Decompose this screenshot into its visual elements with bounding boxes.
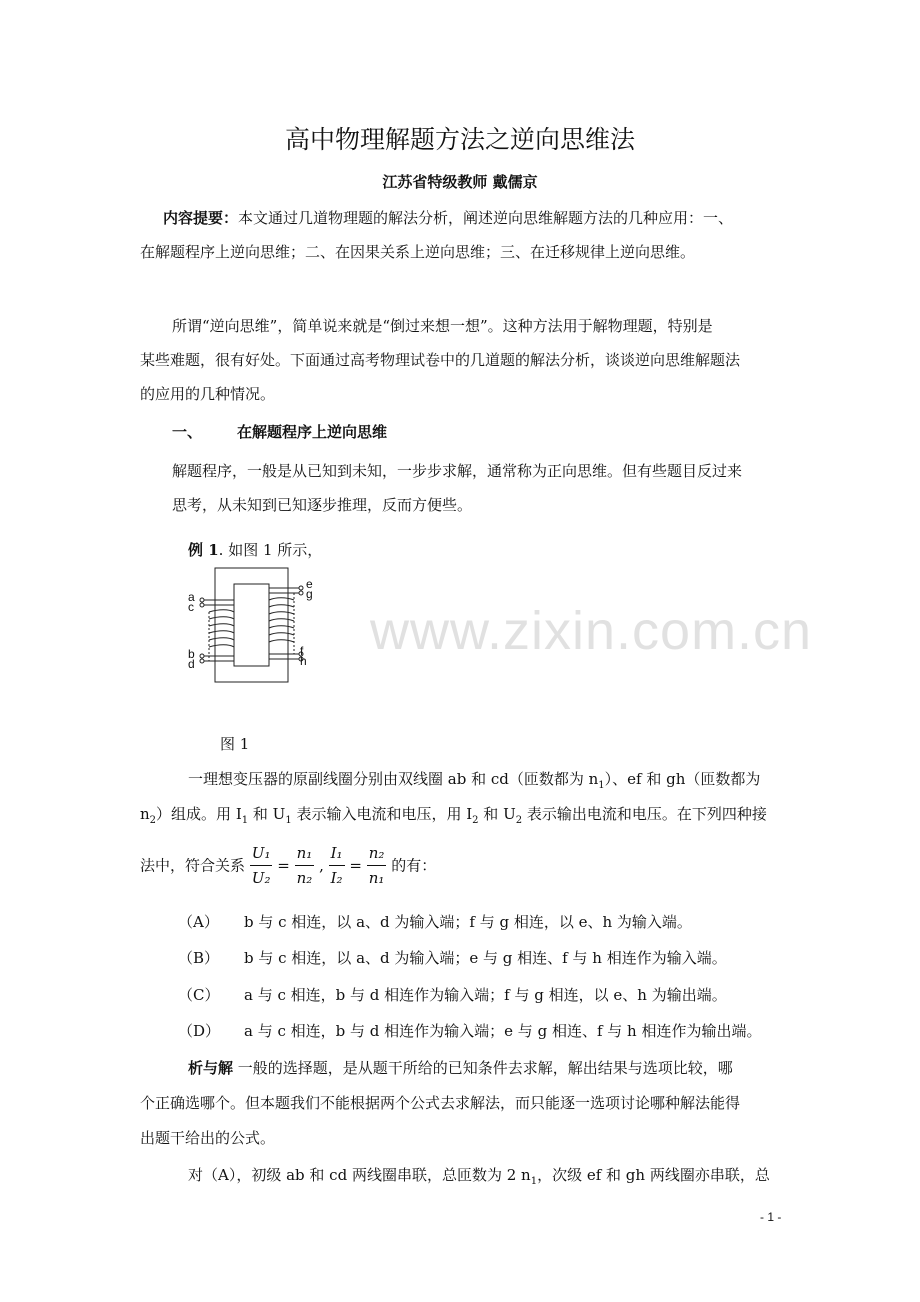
- section-1-heading: 在解题程序上逆向思维: [237, 423, 388, 441]
- fraction-u1-u2: [250, 841, 273, 890]
- problem-text-2f: 表示输出电流和电压。在下列四种接: [522, 805, 767, 823]
- fraction-numerator: U₁: [250, 841, 273, 866]
- fraction-numerator: n₁: [295, 841, 315, 866]
- transformer-core-outer: [215, 568, 288, 682]
- analysis-text-1: 一般的选择题，是从题干所给的已知条件去求解，解出结果与选项比较，哪: [233, 1059, 733, 1077]
- terminal-label-f: f: [300, 644, 304, 658]
- terminal-label-g: g: [306, 587, 313, 601]
- option-text: b 与 c 相连，以 a、d 为输入端；e 与 g 相连、f 与 h 相连作为输入端。: [244, 949, 727, 967]
- analysis-a-text-b: ，次级 ef 和 gh 两线圈亦串联，总: [537, 1166, 770, 1184]
- subscript: 2: [515, 815, 523, 826]
- fraction-i1-i2: [329, 841, 345, 890]
- terminal-label-a: a: [188, 590, 195, 604]
- equals-sign: =: [349, 856, 362, 875]
- fraction-denominator: U₂: [251, 869, 271, 887]
- abstract-line-2: 在解题程序上逆向思维；二、在因果关系上逆向思维；三、在迁移规律上逆向思维。: [140, 243, 696, 261]
- terminal-label-c: c: [188, 600, 194, 614]
- analysis-label: 析与解: [188, 1059, 234, 1077]
- option-b: [178, 946, 727, 970]
- option-d: [178, 1019, 761, 1043]
- option-label: （A）: [178, 913, 219, 931]
- terminal-label-d: d: [188, 657, 195, 671]
- problem-text-2d: 表示输入电流和电压，用 I: [291, 805, 473, 823]
- problem-text-1b: ）、ef 和 gh（匝数都为: [604, 770, 761, 788]
- problem-text-2c: 和 U: [248, 805, 286, 823]
- section-1-text-1: 解题程序，一般是从已知到未知，一步步求解，通常称为正向思维。但有些题目反过来: [172, 462, 743, 480]
- problem-line-2: [140, 802, 767, 829]
- section-1-text-2: 思考，从未知到已知逐步推理，反而方便些。: [172, 496, 473, 514]
- transformer-core-inner: [234, 584, 269, 666]
- abstract-text-1: 本文通过几道物理题的解法分析，阐述逆向思维解题方法的几种应用：一、: [238, 209, 734, 227]
- fraction-n2-n1: [367, 841, 387, 890]
- terminal-label-h: h: [300, 654, 307, 668]
- analysis-a-text: 对（A），初级 ab 和 cd 两线圈串联，总匝数为 2 n: [188, 1166, 531, 1184]
- author-line: 江苏省特级教师 戴儒京: [382, 173, 538, 191]
- equals-sign: =: [277, 856, 290, 875]
- problem-text-2b: ）组成。用 I: [156, 805, 242, 823]
- fraction-numerator: I₁: [329, 841, 345, 866]
- option-text: b 与 c 相连，以 a、d 为输入端；f 与 g 相连，以 e、h 为输入端。: [244, 913, 692, 931]
- subscript: 1: [530, 1176, 538, 1187]
- option-c: [178, 983, 727, 1007]
- option-label: （B）: [178, 949, 220, 967]
- terminal-labels-right: [306, 579, 313, 599]
- watermark: www.zixin.com.cn: [370, 601, 813, 661]
- fraction-numerator: n₂: [367, 841, 387, 866]
- section-1-number: 一、: [172, 423, 203, 441]
- problem-line-1: [188, 767, 760, 794]
- secondary-coil: [269, 588, 299, 659]
- abstract-line-1: [163, 206, 733, 230]
- comma: ,: [319, 856, 324, 875]
- analysis-a-line: [188, 1163, 770, 1190]
- example-1-line: [188, 538, 322, 562]
- example-1-label: 例 1: [188, 541, 219, 559]
- page-number: - 1 -: [760, 1210, 782, 1224]
- fraction-denominator: n₂: [296, 869, 313, 887]
- figure-caption: 图 1: [220, 735, 250, 753]
- intro-line-2: 某些难题，很有好处。下面通过高考物理试卷中的几道题的解法分析，谈谈逆向思维解题法: [140, 351, 741, 369]
- terminal-label-b: b: [188, 647, 195, 661]
- terminal-label-e: e: [306, 577, 313, 591]
- option-label: （D）: [178, 1022, 221, 1040]
- terminal-labels-left-lower: [188, 649, 195, 669]
- problem-text-3a: 法中，符合关系: [140, 856, 246, 875]
- subscript: 1: [285, 815, 292, 826]
- subscript: 1: [598, 780, 605, 791]
- fraction-denominator: n₁: [368, 869, 385, 887]
- problem-text-1a: 一理想变压器的原副线圈分别由双线圈 ab 和 cd（匝数都为 n: [188, 770, 599, 788]
- abstract-label: 内容提要：: [163, 209, 239, 227]
- subscript: 2: [472, 815, 479, 826]
- option-text: a 与 c 相连，b 与 d 相连作为输入端；e 与 g 相连、f 与 h 相连作为输出端。: [244, 1022, 762, 1040]
- problem-text-3b: 的有：: [391, 856, 437, 875]
- problem-text-2e: 和 U: [478, 805, 516, 823]
- problem-line-3: [140, 841, 436, 890]
- option-a: [178, 910, 692, 934]
- subscript: 2: [149, 815, 157, 826]
- analysis-line-1: [188, 1056, 733, 1080]
- problem-text-2a: n: [140, 805, 150, 823]
- subscript: 1: [241, 815, 249, 826]
- document-title: 高中物理解题方法之逆向思维法: [284, 125, 635, 154]
- analysis-line-2: 个正确选哪个。但本题我们不能根据两个公式去求解法，而只能逐一选项讨论哪种解法能得: [140, 1094, 741, 1112]
- analysis-line-3: 出题干给出的公式。: [140, 1129, 276, 1147]
- primary-coil: [204, 600, 234, 661]
- intro-line-3: 的应用的几种情况。: [140, 385, 276, 403]
- fraction-n1-n2: [295, 841, 315, 890]
- option-label: （C）: [178, 986, 220, 1004]
- terminal-labels-left: [188, 592, 195, 612]
- intro-line-1: 所谓“逆向思维”，简单说来就是“倒过来想一想”。这种方法用于解物理题，特别是: [172, 317, 713, 335]
- option-text: a 与 c 相连，b 与 d 相连作为输入端；f 与 g 相连，以 e、h 为输出端。: [244, 986, 727, 1004]
- example-1-text: . 如图 1 所示，: [218, 541, 323, 559]
- terminal-labels-right-lower: [300, 646, 307, 666]
- fraction-denominator: I₂: [330, 869, 343, 887]
